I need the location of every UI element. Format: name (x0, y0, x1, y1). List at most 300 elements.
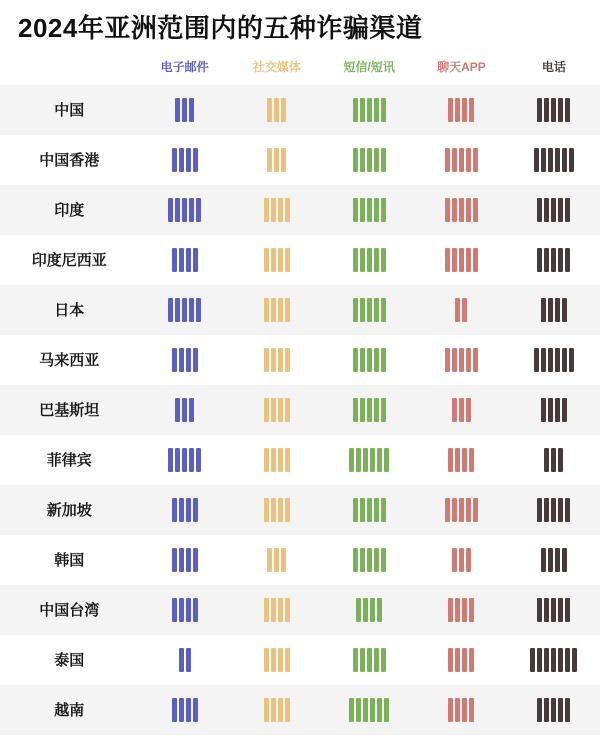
bar-tick (189, 98, 194, 122)
bar-tick (473, 348, 478, 372)
bar-tick (193, 348, 198, 372)
table-row (0, 185, 600, 235)
cell-email-11 (138, 585, 230, 635)
bar-tick (558, 448, 563, 472)
bar-group-email (138, 397, 230, 423)
bar-tick (267, 148, 272, 172)
bar-tick (264, 298, 269, 322)
bar-tick (569, 348, 574, 372)
cell-email-8 (138, 435, 230, 485)
bar-tick (374, 148, 379, 172)
bar-tick (193, 598, 198, 622)
cell-social-5 (231, 285, 323, 335)
bar-tick (537, 648, 542, 672)
cell-phone-6 (508, 335, 600, 385)
bar-group-phone (508, 647, 600, 673)
bar-tick (278, 698, 283, 722)
bar-tick (186, 348, 191, 372)
cell-email-10 (138, 535, 230, 585)
bar-tick (381, 548, 386, 572)
row-label-7: 巴基斯坦 (0, 385, 138, 435)
bar-tick (537, 248, 542, 272)
bar-tick (285, 398, 290, 422)
cell-email-4 (138, 235, 230, 285)
bar-tick (452, 148, 457, 172)
cell-social-4 (231, 235, 323, 285)
cell-sms-1 (323, 85, 415, 135)
bar-tick (267, 98, 272, 122)
bar-tick (367, 248, 372, 272)
bar-tick (182, 98, 187, 122)
bar-tick (374, 348, 379, 372)
bar-tick (459, 148, 464, 172)
scam-channel-table (0, 52, 600, 735)
bar-tick (462, 448, 467, 472)
bar-group-email (138, 297, 230, 323)
bar-tick (193, 148, 198, 172)
bar-group-phone (508, 97, 600, 123)
bar-tick (182, 198, 187, 222)
bar-tick (179, 548, 184, 572)
bar-tick (548, 548, 553, 572)
cell-sms-2 (323, 135, 415, 185)
cell-phone-1 (508, 85, 600, 135)
bar-tick (182, 298, 187, 322)
bar-group-social (231, 147, 323, 173)
bar-group-phone (508, 447, 600, 473)
bar-tick (565, 698, 570, 722)
bar-tick (367, 648, 372, 672)
bar-tick (285, 298, 290, 322)
bar-tick (381, 498, 386, 522)
bar-tick (264, 348, 269, 372)
bar-group-phone (508, 397, 600, 423)
bar-tick (274, 148, 279, 172)
bar-tick (537, 598, 542, 622)
bar-tick (278, 598, 283, 622)
bar-tick (466, 248, 471, 272)
bar-group-email (138, 547, 230, 573)
cell-phone-2 (508, 135, 600, 185)
bar-tick (360, 248, 365, 272)
bar-group-social (231, 297, 323, 323)
bar-tick (381, 348, 386, 372)
bar-tick (455, 298, 460, 322)
bar-tick (193, 498, 198, 522)
bar-tick (278, 398, 283, 422)
bar-tick (353, 298, 358, 322)
bar-tick (459, 398, 464, 422)
bar-tick (264, 648, 269, 672)
bar-group-chatapp (415, 497, 507, 523)
bar-tick (551, 498, 556, 522)
bar-tick (179, 498, 184, 522)
bar-tick (179, 698, 184, 722)
bar-tick (175, 298, 180, 322)
cell-phone-4 (508, 235, 600, 285)
column-header-sms: 短信/短讯 (343, 59, 395, 74)
cell-sms-9 (323, 485, 415, 535)
bar-group-phone (508, 547, 600, 573)
bar-tick (544, 198, 549, 222)
bar-group-phone (508, 297, 600, 323)
bar-tick (558, 98, 563, 122)
bar-tick (565, 598, 570, 622)
bar-tick (353, 248, 358, 272)
cell-social-13 (231, 685, 323, 735)
row-label-9: 新加坡 (0, 485, 138, 535)
bar-tick (459, 548, 464, 572)
bar-tick (541, 398, 546, 422)
bar-tick (445, 198, 450, 222)
bar-tick (285, 198, 290, 222)
bar-group-sms (323, 347, 415, 373)
bar-tick (360, 498, 365, 522)
bar-group-chatapp (415, 347, 507, 373)
bar-tick (186, 698, 191, 722)
bar-group-social (231, 197, 323, 223)
bar-tick (445, 348, 450, 372)
table-header (0, 52, 600, 85)
cell-email-5 (138, 285, 230, 335)
cell-phone-5 (508, 285, 600, 335)
bar-tick (377, 448, 382, 472)
bar-tick (264, 198, 269, 222)
bar-tick (537, 698, 542, 722)
bar-tick (172, 548, 177, 572)
bar-tick (179, 348, 184, 372)
bar-tick (356, 448, 361, 472)
cell-sms-7 (323, 385, 415, 435)
row-label-13: 越南 (0, 685, 138, 735)
bar-tick (374, 248, 379, 272)
bar-tick (452, 398, 457, 422)
bar-group-phone (508, 247, 600, 273)
bar-group-social (231, 497, 323, 523)
bar-tick (452, 198, 457, 222)
bar-tick (271, 398, 276, 422)
bar-tick (172, 698, 177, 722)
bar-tick (374, 98, 379, 122)
bar-tick (367, 198, 372, 222)
bar-tick (377, 698, 382, 722)
bar-group-chatapp (415, 647, 507, 673)
bar-tick (360, 98, 365, 122)
bar-group-sms (323, 447, 415, 473)
bar-tick (469, 98, 474, 122)
bar-group-chatapp (415, 297, 507, 323)
cell-sms-8 (323, 435, 415, 485)
bar-group-social (231, 347, 323, 373)
bar-tick (281, 148, 286, 172)
bar-tick (271, 198, 276, 222)
bar-group-phone (508, 147, 600, 173)
cell-sms-6 (323, 335, 415, 385)
bar-tick (271, 698, 276, 722)
bar-tick (360, 298, 365, 322)
bar-tick (466, 148, 471, 172)
cell-chatapp-10 (415, 535, 507, 585)
bar-tick (452, 548, 457, 572)
bar-tick (353, 98, 358, 122)
bar-tick (374, 198, 379, 222)
bar-tick (381, 98, 386, 122)
bar-tick (555, 398, 560, 422)
cell-social-10 (231, 535, 323, 585)
bar-tick (360, 348, 365, 372)
cell-phone-12 (508, 635, 600, 685)
bar-tick (281, 548, 286, 572)
bar-group-chatapp (415, 597, 507, 623)
bar-tick (186, 148, 191, 172)
cell-social-7 (231, 385, 323, 435)
bar-tick (179, 148, 184, 172)
bar-tick (356, 598, 361, 622)
bar-tick (360, 148, 365, 172)
bar-tick (534, 348, 539, 372)
cell-email-2 (138, 135, 230, 185)
bar-tick (377, 598, 382, 622)
bar-tick (558, 698, 563, 722)
cell-sms-4 (323, 235, 415, 285)
bar-tick (264, 398, 269, 422)
bar-tick (196, 448, 201, 472)
bar-tick (353, 198, 358, 222)
row-label-2: 中国香港 (39, 152, 100, 170)
bar-tick (285, 348, 290, 372)
bar-tick (374, 398, 379, 422)
bar-tick (562, 298, 567, 322)
bar-tick (572, 648, 577, 672)
bar-tick (271, 648, 276, 672)
row-label-3: 印度 (0, 185, 138, 235)
bar-tick (349, 698, 354, 722)
bar-tick (278, 498, 283, 522)
cell-email-13 (138, 685, 230, 735)
bar-tick (175, 448, 180, 472)
bar-tick (274, 98, 279, 122)
bar-tick (555, 548, 560, 572)
bar-tick (541, 148, 546, 172)
bar-tick (271, 298, 276, 322)
bar-tick (537, 98, 542, 122)
bar-tick (360, 198, 365, 222)
cell-sms-5 (323, 285, 415, 335)
bar-tick (367, 498, 372, 522)
bar-tick (565, 198, 570, 222)
bar-group-chatapp (415, 197, 507, 223)
bar-tick (267, 548, 272, 572)
cell-phone-3 (508, 185, 600, 235)
cell-chatapp-12 (415, 635, 507, 685)
bar-tick (448, 448, 453, 472)
cell-chatapp-1 (415, 85, 507, 135)
cell-phone-11 (508, 585, 600, 635)
bar-tick (469, 698, 474, 722)
row-label-8: 菲律宾 (46, 452, 92, 470)
bar-tick (448, 698, 453, 722)
cell-social-6 (231, 335, 323, 385)
bar-tick (541, 548, 546, 572)
bar-tick (551, 448, 556, 472)
bar-tick (196, 298, 201, 322)
cell-sms-12 (323, 635, 415, 685)
bar-tick (565, 248, 570, 272)
bar-tick (172, 348, 177, 372)
bar-tick (168, 198, 173, 222)
bar-group-phone (508, 197, 600, 223)
bar-group-email (138, 497, 230, 523)
column-header-social: 社交媒体 (252, 59, 301, 74)
bar-tick (469, 448, 474, 472)
bar-tick (186, 548, 191, 572)
bar-tick (353, 398, 358, 422)
bar-tick (186, 648, 191, 672)
bar-tick (473, 148, 478, 172)
table-row (0, 235, 600, 285)
cell-sms-10 (323, 535, 415, 585)
bar-group-sms (323, 647, 415, 673)
bar-tick (381, 148, 386, 172)
bar-group-social (231, 247, 323, 273)
bar-group-social (231, 547, 323, 573)
row-label-4: 印度尼西亚 (31, 252, 107, 270)
bar-tick (278, 348, 283, 372)
table-row (0, 485, 600, 535)
cell-sms-11 (323, 585, 415, 635)
bar-tick (271, 348, 276, 372)
bar-tick (264, 698, 269, 722)
bar-tick (175, 198, 180, 222)
cell-email-12 (138, 635, 230, 685)
bar-tick (565, 648, 570, 672)
table-row (0, 385, 600, 435)
bar-group-email (138, 197, 230, 223)
bar-group-sms (323, 397, 415, 423)
bar-tick (278, 298, 283, 322)
bar-tick (172, 148, 177, 172)
bar-tick (360, 398, 365, 422)
bar-tick (367, 98, 372, 122)
bar-group-email (138, 597, 230, 623)
bar-tick (534, 148, 539, 172)
bar-tick (558, 598, 563, 622)
bar-tick (172, 248, 177, 272)
page-title: 2024年亚洲范围内的五种诈骗渠道 (18, 13, 423, 43)
bar-tick (551, 248, 556, 272)
bar-group-email (138, 97, 230, 123)
cell-chatapp-9 (415, 485, 507, 535)
bar-tick (455, 98, 460, 122)
bar-tick (473, 248, 478, 272)
bar-group-social (231, 447, 323, 473)
cell-email-9 (138, 485, 230, 535)
bar-tick (175, 398, 180, 422)
bar-tick (562, 398, 567, 422)
table-body (0, 85, 600, 735)
column-header-phone: 电话 (541, 59, 566, 74)
bar-group-sms (323, 147, 415, 173)
bar-tick (462, 598, 467, 622)
bar-tick (189, 298, 194, 322)
bar-tick (186, 248, 191, 272)
bar-tick (353, 548, 358, 572)
bar-tick (466, 548, 471, 572)
bar-tick (278, 198, 283, 222)
bar-tick (448, 98, 453, 122)
bar-tick (548, 348, 553, 372)
bar-tick (356, 698, 361, 722)
bar-tick (541, 298, 546, 322)
bar-tick (469, 598, 474, 622)
bar-tick (551, 98, 556, 122)
bar-tick (448, 648, 453, 672)
bar-tick (544, 698, 549, 722)
bar-tick (264, 498, 269, 522)
cell-phone-9 (508, 485, 600, 535)
bar-tick (285, 648, 290, 672)
bar-tick (445, 248, 450, 272)
bar-tick (353, 348, 358, 372)
cell-email-6 (138, 335, 230, 385)
bar-tick (455, 698, 460, 722)
bar-tick (374, 498, 379, 522)
bar-tick (459, 348, 464, 372)
bar-tick (455, 598, 460, 622)
bar-tick (349, 448, 354, 472)
bar-tick (544, 98, 549, 122)
cell-social-11 (231, 585, 323, 635)
bar-tick (544, 598, 549, 622)
bar-tick (374, 648, 379, 672)
bar-tick (193, 248, 198, 272)
bar-tick (189, 448, 194, 472)
cell-chatapp-6 (415, 335, 507, 385)
bar-tick (189, 398, 194, 422)
bar-tick (466, 348, 471, 372)
bar-tick (384, 448, 389, 472)
bar-tick (186, 498, 191, 522)
bar-group-social (231, 97, 323, 123)
cell-phone-13 (508, 685, 600, 735)
bar-tick (565, 498, 570, 522)
bar-tick (452, 348, 457, 372)
bar-tick (452, 498, 457, 522)
bar-tick (381, 298, 386, 322)
bar-tick (360, 548, 365, 572)
row-label-12: 泰国 (54, 652, 85, 670)
table-row (0, 535, 600, 585)
bar-group-social (231, 697, 323, 723)
bar-tick (544, 648, 549, 672)
bar-tick (175, 98, 180, 122)
bar-tick (466, 398, 471, 422)
row-label-10: 韩国 (54, 552, 85, 570)
bar-tick (459, 498, 464, 522)
bar-tick (367, 298, 372, 322)
bar-tick (271, 448, 276, 472)
bar-group-chatapp (415, 447, 507, 473)
bar-tick (182, 448, 187, 472)
bar-tick (569, 148, 574, 172)
bar-tick (562, 348, 567, 372)
bar-tick (459, 198, 464, 222)
bar-group-email (138, 447, 230, 473)
bar-tick (363, 448, 368, 472)
bar-tick (455, 448, 460, 472)
column-header-chatapp: 聊天APP (437, 59, 486, 74)
bar-group-sms (323, 497, 415, 523)
